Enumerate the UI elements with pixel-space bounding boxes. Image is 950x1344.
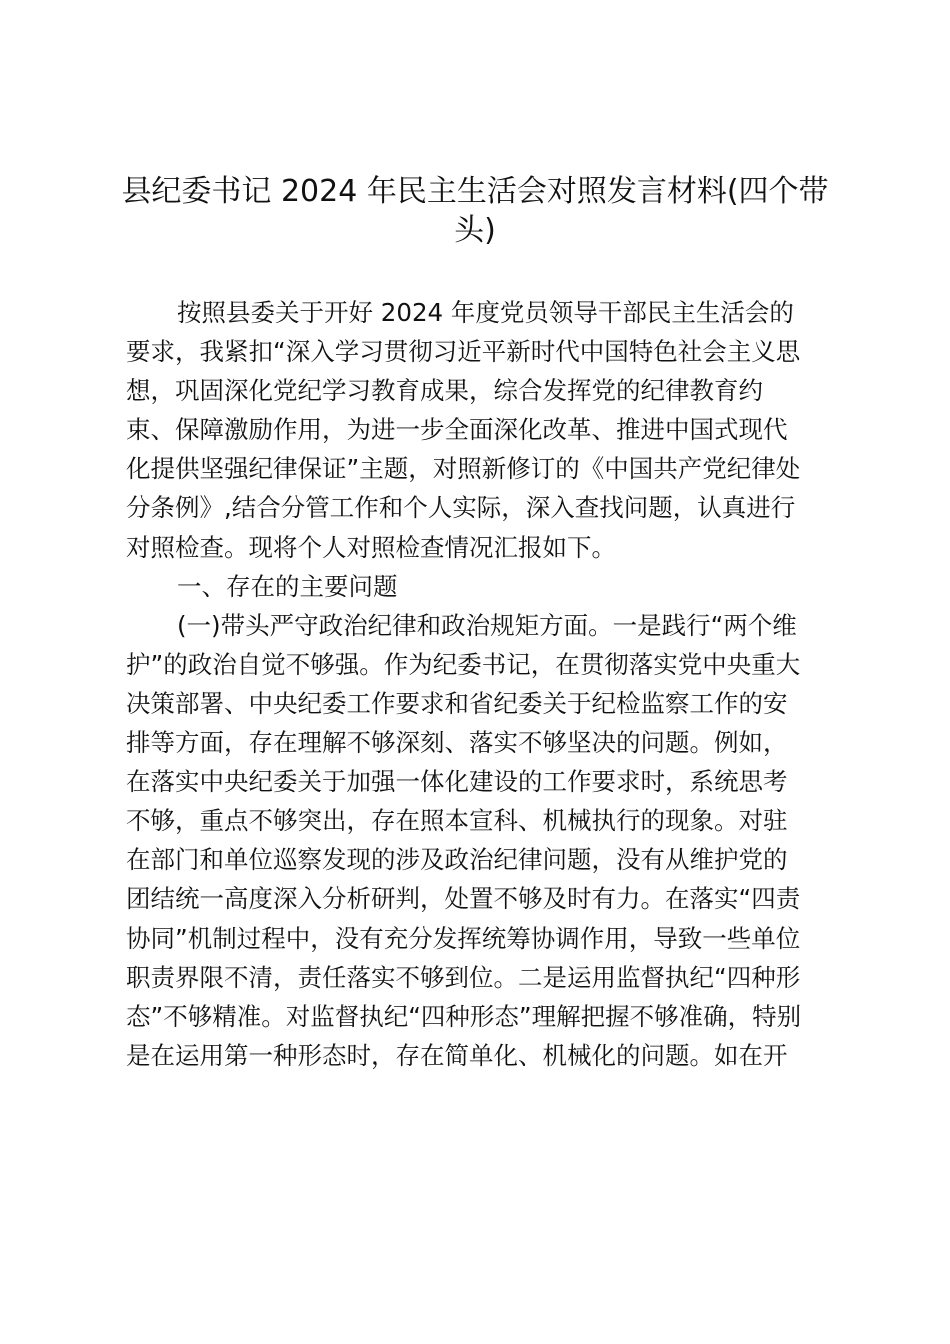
intro-paragraph xyxy=(126,293,846,567)
text-line: 束、保障激励作用，为进一步全面深化改革、推进中国式现代 xyxy=(126,415,788,445)
section-heading-text: 一、存在的主要问题 xyxy=(177,571,398,601)
text-line: 职责界限不清，责任落实不够到位。二是运用监督执纪“四种形 xyxy=(126,962,801,992)
text-line: 分条例》,结合分管工作和个人实际，深入查找问题，认真进行 xyxy=(126,493,796,523)
text-line: 决策部署、中央纪委工作要求和省纪委关于纪检监察工作的安 xyxy=(126,688,788,718)
text-line: 护”的政治自觉不够强。作为纪委书记，在贯彻落实党中央重大 xyxy=(126,649,801,679)
text-line: 在落实中央纪委关于加强一体化建设的工作要求时，系统思考 xyxy=(126,767,788,797)
text-line: 团结统一高度深入分析研判，处置不够及时有力。在落实“四责 xyxy=(126,884,801,914)
text-line: 态”不够精准。对监督执纪“四种形态”理解把握不够准确，特别 xyxy=(126,1001,802,1031)
text-line: 排等方面，存在理解不够深刻、落实不够坚决的问题。例如， xyxy=(126,728,788,758)
text-line: 协同”机制过程中，没有充分发挥统筹协调作用，导致一些单位 xyxy=(126,923,801,953)
text-line: (一)带头严守政治纪律和政治规矩方面。一是践行“两个维 xyxy=(177,610,797,640)
text-line: 不够，重点不够突出，存在照本宣科、机械执行的现象。对驻 xyxy=(126,806,788,836)
text-line: 化提供坚强纪律保证”主题，对照新修订的《中国共产党纪律处 xyxy=(126,454,801,484)
title-line: 头) xyxy=(454,213,496,249)
text-line: 按照县委关于开好 2024 年度党员领导干部民主生活会的 xyxy=(177,298,794,327)
text-line: 在部门和单位巡察发现的涉及政治纪律问题，没有从维护党的 xyxy=(126,845,788,875)
text-line: 是在运用第一种形态时，存在简单化、机械化的问题。如在开 xyxy=(126,1040,788,1070)
text-line: 想，巩固深化党纪学习教育成果，综合发挥党的纪律教育约 xyxy=(126,376,763,406)
text-line: 要求，我紧扣“深入学习贯彻习近平新时代中国特色社会主义思 xyxy=(126,337,801,367)
text-line: 对照检查。现将个人对照检查情况汇报如下。 xyxy=(126,532,616,562)
section-heading xyxy=(126,567,846,606)
body-paragraph xyxy=(126,606,846,1075)
title-line: 县纪委书记 2024 年民主生活会对照发言材料(四个带 xyxy=(121,174,829,209)
document-body xyxy=(126,293,846,1075)
document-title xyxy=(120,170,830,248)
